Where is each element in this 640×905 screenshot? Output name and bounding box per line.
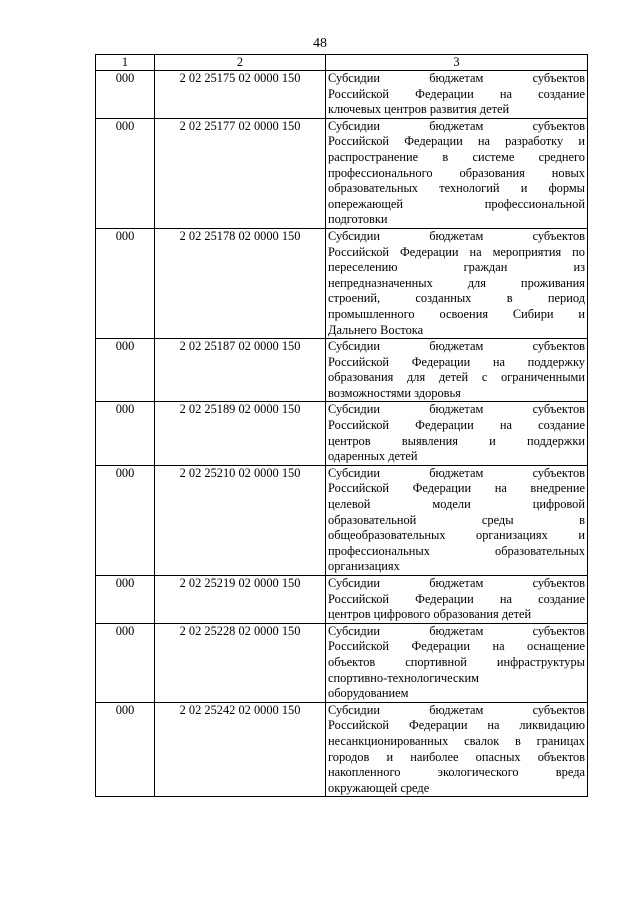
- description-line: подготовки: [328, 212, 388, 227]
- admin-code-cell: 000: [96, 623, 155, 702]
- description-cell: [326, 576, 588, 624]
- description-line: возможностями здоровья: [328, 385, 461, 400]
- page-number: 48: [313, 36, 327, 51]
- column-header-1: 1: [96, 55, 155, 71]
- description-line: промышленного освоения Сибири и: [328, 306, 585, 321]
- table-row: [96, 623, 588, 702]
- table-row: [96, 576, 588, 624]
- admin-code-cell: 000: [96, 576, 155, 624]
- table-row: [96, 71, 588, 119]
- description-line: Субсидии бюджетам субъектов: [328, 576, 585, 590]
- description-cell: [326, 118, 588, 228]
- description-line: накопленного экологического вреда: [328, 765, 585, 780]
- description-line: опережающей профессиональной: [328, 196, 585, 211]
- table-row: [96, 465, 588, 575]
- description-line: окружающей среде: [328, 780, 430, 795]
- description-line: Субсидии бюджетам субъектов: [328, 228, 585, 243]
- description-line: спортивно-технологическим: [328, 670, 479, 685]
- description-line: Субсидии бюджетам субъектов: [328, 465, 585, 480]
- description-line: объектов спортивной инфраструктуры: [328, 654, 585, 669]
- description-line: городов и наиболее опасных объектов: [328, 749, 585, 764]
- budget-code-cell: 2 02 25228 02 0000 150: [155, 623, 326, 702]
- description-line: образования для детей с ограниченными: [328, 370, 585, 385]
- description-line: несанкционированных свалок в границах: [328, 733, 585, 748]
- admin-code-cell: 000: [96, 402, 155, 465]
- description-cell: [326, 465, 588, 575]
- description-line: профессиональных образовательных: [328, 543, 585, 558]
- admin-code-cell: 000: [96, 118, 155, 228]
- description-cell: [326, 228, 588, 338]
- table-row: [96, 228, 588, 338]
- description-line: одаренных детей: [328, 449, 418, 464]
- description-line: Российской Федерации на создание: [328, 86, 585, 101]
- column-header-2: 2: [155, 55, 326, 71]
- description-line: распространение в системе среднего: [328, 149, 585, 164]
- description-line: строений, созданных в период: [328, 291, 585, 306]
- description-cell: [326, 339, 588, 402]
- description-line: Российской Федерации на мероприятия по: [328, 244, 585, 259]
- description-line: ключевых центров развития детей: [328, 102, 510, 117]
- description-line: оборудованием: [328, 686, 409, 701]
- budget-code-cell: 2 02 25210 02 0000 150: [155, 465, 326, 575]
- description-cell: [326, 702, 588, 797]
- budget-code-cell: 2 02 25242 02 0000 150: [155, 702, 326, 797]
- description-cell: [326, 402, 588, 465]
- description-line: Российской Федерации на поддержку: [328, 354, 585, 369]
- description-cell: [326, 71, 588, 119]
- description-line: Субсидии бюджетам субъектов: [328, 402, 585, 417]
- budget-code-cell: 2 02 25178 02 0000 150: [155, 228, 326, 338]
- description-line: Субсидии бюджетам субъектов: [328, 702, 585, 717]
- budget-code-cell: 2 02 25219 02 0000 150: [155, 576, 326, 624]
- description-line: непредназначенных для проживания: [328, 275, 585, 290]
- admin-code-cell: 000: [96, 339, 155, 402]
- description-line: Российской Федерации на оснащение: [328, 639, 585, 654]
- admin-code-cell: 000: [96, 702, 155, 797]
- description-line: центров выявления и поддержки: [328, 433, 585, 448]
- description-line: центров цифрового образования детей: [328, 607, 532, 622]
- table-row: [96, 702, 588, 797]
- description-line: Российской Федерации на разработку и: [328, 134, 585, 149]
- description-line: Субсидии бюджетам субъектов: [328, 623, 585, 638]
- description-line: Субсидии бюджетам субъектов: [328, 71, 585, 85]
- column-header-3: 3: [326, 55, 588, 71]
- description-line: целевой модели цифровой: [328, 497, 585, 512]
- budget-classification-table: [95, 54, 588, 797]
- description-line: Субсидии бюджетам субъектов: [328, 339, 585, 354]
- admin-code-cell: 000: [96, 228, 155, 338]
- admin-code-cell: 000: [96, 71, 155, 119]
- description-line: Российской Федерации на создание: [328, 418, 585, 433]
- admin-code-cell: 000: [96, 465, 155, 575]
- description-line: образовательной среды в: [328, 512, 585, 527]
- description-line: Субсидии бюджетам субъектов: [328, 118, 585, 133]
- description-line: Российской Федерации на создание: [328, 591, 585, 606]
- description-line: Дальнего Востока: [328, 322, 424, 337]
- description-line: образовательных технологий и формы: [328, 181, 585, 196]
- table-row: [96, 402, 588, 465]
- description-line: Российской Федерации на внедрение: [328, 481, 585, 496]
- budget-code-cell: 2 02 25175 02 0000 150: [155, 71, 326, 119]
- budget-code-cell: 2 02 25189 02 0000 150: [155, 402, 326, 465]
- description-line: Российской Федерации на ликвидацию: [328, 718, 585, 733]
- budget-code-cell: 2 02 25177 02 0000 150: [155, 118, 326, 228]
- table-body: [96, 55, 588, 797]
- table-row: [96, 339, 588, 402]
- table-row: [96, 118, 588, 228]
- description-cell: [326, 623, 588, 702]
- description-line: общеобразовательных организациях и: [328, 528, 585, 543]
- description-line: переселению граждан из: [328, 260, 585, 275]
- description-line: организациях: [328, 559, 400, 574]
- budget-code-cell: 2 02 25187 02 0000 150: [155, 339, 326, 402]
- description-line: профессионального образования новых: [328, 165, 585, 180]
- table-header-row: [96, 55, 588, 71]
